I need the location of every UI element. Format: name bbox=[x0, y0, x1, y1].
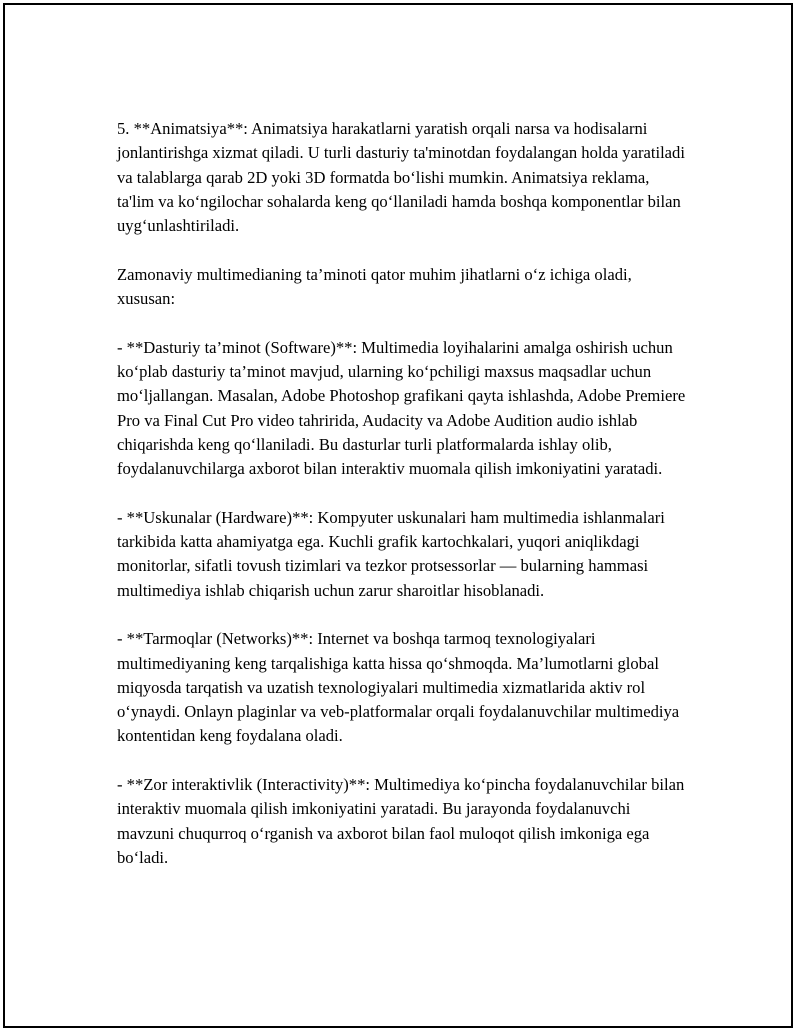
paragraph-interactivity: - **Zor interaktivlik (Interactivity)**: Multimediya ko‘pincha foydalanuvchilar bilan interaktiv muomala qilish imkoniyatini yaratadi. Bu jarayonda foydalanuvchi mavzuni chuqurroq o‘rganish va axborot bilan faol muloqot qilish imkoniga ega bo‘ladi. bbox=[117, 775, 685, 867]
document-body bbox=[117, 117, 687, 895]
paragraph-intro: Zamonaviy multimedianing ta’minoti qator muhim jihatlarni o‘z ichiga oladi, xususan: bbox=[117, 264, 632, 309]
paragraph-networks: - **Tarmoqlar (Networks)**: Internet va boshqa tarmoq texnologiyalari multimediyaning keng tarqalishiga katta hissa qo‘shmoqda. Ma’lumotlarni global miqyosda tarqatish va uzatish texnologiyalari multimedia xizmatlarida aktiv rol o‘ynaydi. Onlayn plaginlar va veb-platformalar orqali foydalanuvchilar multimediya kontentidan keng foydalana oladi. bbox=[117, 629, 680, 746]
paragraph-software: - **Dasturiy ta’minot (Software)**: Multimedia loyihalarini amalga oshirish uchun ko‘plab dasturiy ta’minot mavjud, ularning ko‘pchiligi maxsus maqsadlar uchun mo‘ljallangan. Masalan, Adobe Photoshop grafikani qayta ishlashda, Adobe Premiere Pro va Final Cut Pro video tahririda, Audacity va Adobe Audition audio ishlab chiqarishda keng qo‘llaniladi. Bu dasturlar turli platformalarda ishlay olib, foydalanuvchilarga axborot bilan interaktiv muomala qilish imkoniyatini yaratadi. bbox=[117, 337, 686, 479]
paragraph-animation: 5. **Animatsiya**: Animatsiya harakatlarni yaratish orqali narsa va hodisalarni jonlantirishga xizmat qiladi. U turli dasturiy ta'minotdan foydalangan holda yaratiladi va talablarga qarab 2D yoki 3D formatda bo‘lishi mumkin. Animatsiya reklama, ta'lim va ko‘ngilochar sohalarda keng qo‘llaniladi hamda boshqa komponentlar bilan uyg‘unlashtiriladi. bbox=[117, 119, 685, 236]
paragraph-hardware: - **Uskunalar (Hardware)**: Kompyuter uskunalari ham multimedia ishlanmalari tarkibida katta ahamiyatga ega. Kuchli grafik kartochkalari, yuqori aniqlikdagi monitorlar, sifatli tovush tizimlari va tezkor protsessorlar — bularning hammasi multimediya ishlab chiqarish uchun zarur sharoitlar hisoblanadi. bbox=[117, 507, 665, 600]
